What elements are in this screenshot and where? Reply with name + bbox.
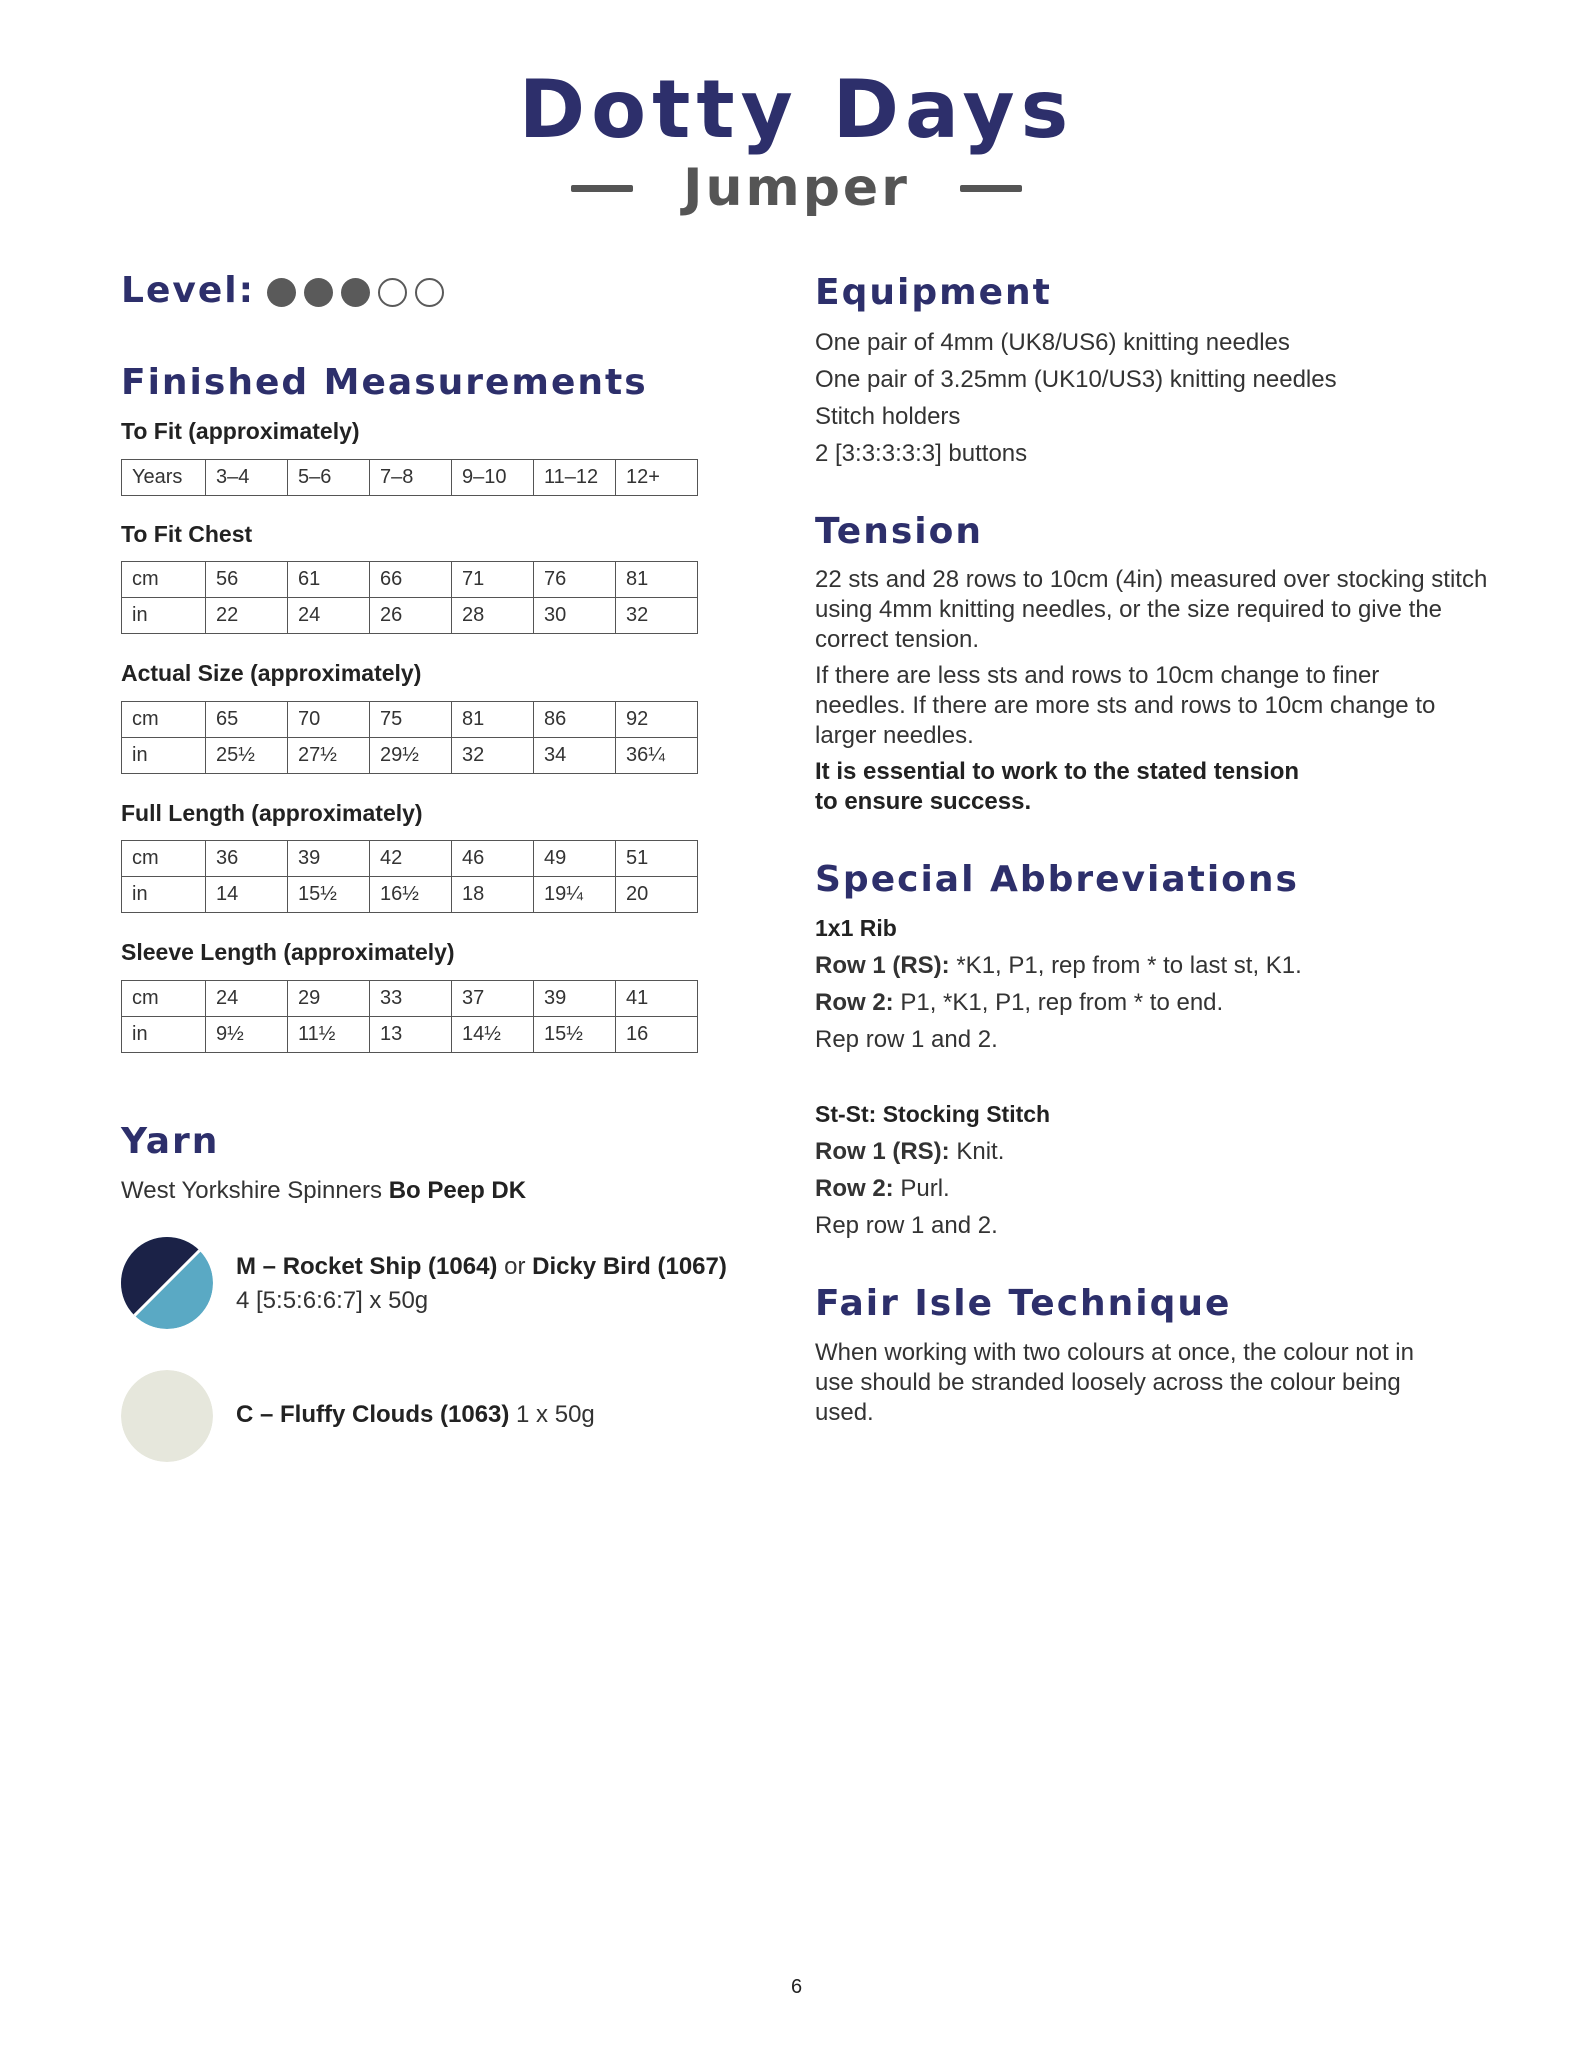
stst-abbreviation: [815, 1096, 1515, 1244]
actual-size-label: Actual Size (approximately): [121, 660, 422, 686]
equipment-item: 2 [3:3:3:3:3] buttons: [815, 440, 1028, 467]
equipment-heading: Equipment: [815, 272, 1052, 313]
main-colour-or: or: [497, 1253, 533, 1280]
chest-label: To Fit Chest: [121, 521, 253, 547]
table-row: [122, 981, 698, 1017]
table-cell: cm: [122, 981, 206, 1017]
swatch-circle: [121, 1370, 213, 1462]
contrast-colour-amount: 1 x 50g: [509, 1401, 595, 1428]
equipment-list: [815, 324, 1515, 472]
level-dot-filled-icon: [341, 278, 370, 307]
table-cell: 12+: [616, 460, 698, 496]
table-row: [122, 702, 698, 738]
table-cell: 33: [370, 981, 452, 1017]
table-cell: 24: [206, 981, 288, 1017]
table-cell: 41: [616, 981, 698, 1017]
table-cell: in: [122, 1017, 206, 1053]
table-cell: Years: [122, 460, 206, 496]
stst-row-2: [815, 1170, 1515, 1207]
table-row: [122, 598, 698, 634]
equipment-item: One pair of 4mm (UK8/US6) knitting needles: [815, 329, 1290, 356]
table-cell: 9½: [206, 1017, 288, 1053]
level-dot-filled-icon: [267, 278, 296, 307]
tension-paragraph-1: 22 sts and 28 rows to 10cm (4in) measured over stocking stitch using 4mm knitting needles, or the size required to give the correct tension.: [815, 566, 1488, 653]
rib-row-2: [815, 984, 1515, 1021]
table-cell: 34: [534, 738, 616, 774]
rib-row-1: [815, 947, 1515, 984]
main-colour-prefix: M –: [236, 1253, 283, 1280]
equipment-item: Stitch holders: [815, 403, 961, 430]
table-row: [122, 562, 698, 598]
stst-row-2-text: Purl.: [893, 1175, 950, 1202]
stst-row-1-text: Knit.: [949, 1138, 1005, 1165]
rib-row-2-label: Row 2:: [815, 989, 894, 1016]
stst-repeat: Rep row 1 and 2.: [815, 1212, 998, 1239]
full-length-label: Full Length (approximately): [121, 800, 423, 826]
table-cell: 13: [370, 1017, 452, 1053]
contrast-colour-name: Fluffy Clouds (1063): [280, 1401, 510, 1428]
table-cell: 11–12: [534, 460, 616, 496]
stst-row-1-label: Row 1 (RS):: [815, 1138, 950, 1165]
table-cell: 86: [534, 702, 616, 738]
contrast-colour-swatch-graphic: [121, 1370, 213, 1462]
table-cell: 29½: [370, 738, 452, 774]
sleeve-length-label: Sleeve Length (approximately): [121, 939, 455, 965]
title-block: [0, 63, 1593, 218]
to-fit-label: To Fit (approximately): [121, 418, 360, 444]
stst-row-2-label: Row 2:: [815, 1175, 894, 1202]
table-cell: 15½: [534, 1017, 616, 1053]
main-colour-amount: 4 [5:5:6:6:7] x 50g: [236, 1287, 429, 1314]
table-cell: 66: [370, 562, 452, 598]
table-cell: 71: [452, 562, 534, 598]
contrast-colour-swatch: [121, 1370, 213, 1462]
table-row: [122, 460, 698, 496]
contrast-colour-text: [236, 1400, 595, 1430]
special-abbreviations-heading: Special Abbreviations: [815, 859, 1299, 900]
table-cell: 11½: [288, 1017, 370, 1053]
subtitle-dash-right: [960, 185, 1022, 192]
stst-title: St-St: Stocking Stitch: [815, 1101, 1051, 1127]
table-cell: 29: [288, 981, 370, 1017]
main-colour-2: Dicky Bird (1067): [532, 1253, 727, 1280]
table-cell: cm: [122, 702, 206, 738]
table-cell: 15½: [288, 877, 370, 913]
level-heading: [121, 270, 444, 311]
tension-heading: Tension: [815, 511, 983, 552]
contrast-colour-prefix: C –: [236, 1401, 281, 1428]
chest-table: [121, 561, 698, 634]
table-cell: 49: [534, 841, 616, 877]
rib-abbreviation: [815, 910, 1515, 1058]
table-cell: 75: [370, 702, 452, 738]
yarn-brand: West Yorkshire Spinners: [121, 1177, 383, 1204]
table-cell: 16½: [370, 877, 452, 913]
tension-warning-line-1: It is essential to work to the stated tension: [815, 758, 1300, 785]
sleeve-length-table: [121, 980, 698, 1053]
yarn-heading: Yarn: [121, 1121, 220, 1162]
table-cell: 39: [288, 841, 370, 877]
table-row: [122, 1017, 698, 1053]
table-cell: 39: [534, 981, 616, 1017]
table-cell: 32: [452, 738, 534, 774]
level-dot-empty-icon: [415, 278, 444, 307]
table-cell: 26: [370, 598, 452, 634]
fair-isle-heading: Fair Isle Technique: [815, 1283, 1232, 1324]
yarn-brand-line: [121, 1176, 526, 1206]
level-dot-empty-icon: [378, 278, 407, 307]
table-cell: 92: [616, 702, 698, 738]
tension-paragraph-3: [815, 757, 1495, 817]
main-colour-text: [236, 1250, 727, 1318]
table-cell: 9–10: [452, 460, 534, 496]
tension-paragraph-2: If there are less sts and rows to 10cm change to finer needles. If there are more sts and rows to 10cm change to larger needles.: [815, 662, 1436, 749]
table-cell: 18: [452, 877, 534, 913]
table-cell: 16: [616, 1017, 698, 1053]
table-cell: 14½: [452, 1017, 534, 1053]
table-cell: 27½: [288, 738, 370, 774]
table-cell: 51: [616, 841, 698, 877]
table-cell: 20: [616, 877, 698, 913]
table-cell: 14: [206, 877, 288, 913]
table-cell: 36: [206, 841, 288, 877]
level-label: Level:: [121, 270, 255, 311]
to-fit-table: [121, 459, 698, 496]
rib-row-1-text: *K1, P1, rep from * to last st, K1.: [949, 952, 1302, 979]
main-colour-swatch: [121, 1237, 213, 1329]
table-cell: 22: [206, 598, 288, 634]
stst-row-1: [815, 1133, 1515, 1170]
subtitle-dash-left: [571, 185, 633, 192]
subtitle-row: [0, 158, 1593, 218]
table-cell: in: [122, 738, 206, 774]
table-cell: 36¼: [616, 738, 698, 774]
rib-row-1-label: Row 1 (RS):: [815, 952, 950, 979]
actual-size-table: [121, 701, 698, 774]
pattern-title: Dotty Days: [518, 63, 1075, 156]
table-cell: 25½: [206, 738, 288, 774]
rib-repeat: Rep row 1 and 2.: [815, 1026, 998, 1053]
table-cell: 28: [452, 598, 534, 634]
table-cell: 30: [534, 598, 616, 634]
table-cell: 5–6: [288, 460, 370, 496]
table-row: [122, 841, 698, 877]
yarn-name: Bo Peep DK: [388, 1177, 527, 1204]
table-cell: 32: [616, 598, 698, 634]
table-cell: cm: [122, 841, 206, 877]
table-cell: 61: [288, 562, 370, 598]
main-colour-swatch-graphic: [121, 1237, 213, 1329]
rib-title: 1x1 Rib: [815, 915, 897, 941]
table-cell: 24: [288, 598, 370, 634]
table-cell: 19¼: [534, 877, 616, 913]
table-cell: in: [122, 598, 206, 634]
table-cell: 70: [288, 702, 370, 738]
level-rating: [267, 278, 444, 307]
table-row: [122, 877, 698, 913]
fair-isle-text: When working with two colours at once, the colour not in use should be stranded loosely across the colour being used.: [815, 1339, 1414, 1426]
table-cell: 56: [206, 562, 288, 598]
pattern-subtitle: Jumper: [683, 158, 910, 218]
table-cell: 37: [452, 981, 534, 1017]
finished-measurements-heading: Finished Measurements: [121, 362, 648, 403]
table-cell: 42: [370, 841, 452, 877]
rib-row-2-text: P1, *K1, P1, rep from * to end.: [893, 989, 1224, 1016]
table-cell: 81: [616, 562, 698, 598]
table-cell: 65: [206, 702, 288, 738]
table-cell: 81: [452, 702, 534, 738]
table-cell: 7–8: [370, 460, 452, 496]
table-row: [122, 738, 698, 774]
level-dot-filled-icon: [304, 278, 333, 307]
main-colour-names: [236, 1250, 727, 1284]
table-cell: 76: [534, 562, 616, 598]
main-colour-1: Rocket Ship (1064): [282, 1253, 498, 1280]
table-cell: cm: [122, 562, 206, 598]
table-cell: 46: [452, 841, 534, 877]
tension-warning-line-2: to ensure success.: [815, 788, 1032, 815]
full-length-table: [121, 840, 698, 913]
page-number: 6: [790, 1976, 803, 1998]
table-cell: in: [122, 877, 206, 913]
equipment-item: One pair of 3.25mm (UK10/US3) knitting needles: [815, 366, 1337, 393]
table-cell: 3–4: [206, 460, 288, 496]
